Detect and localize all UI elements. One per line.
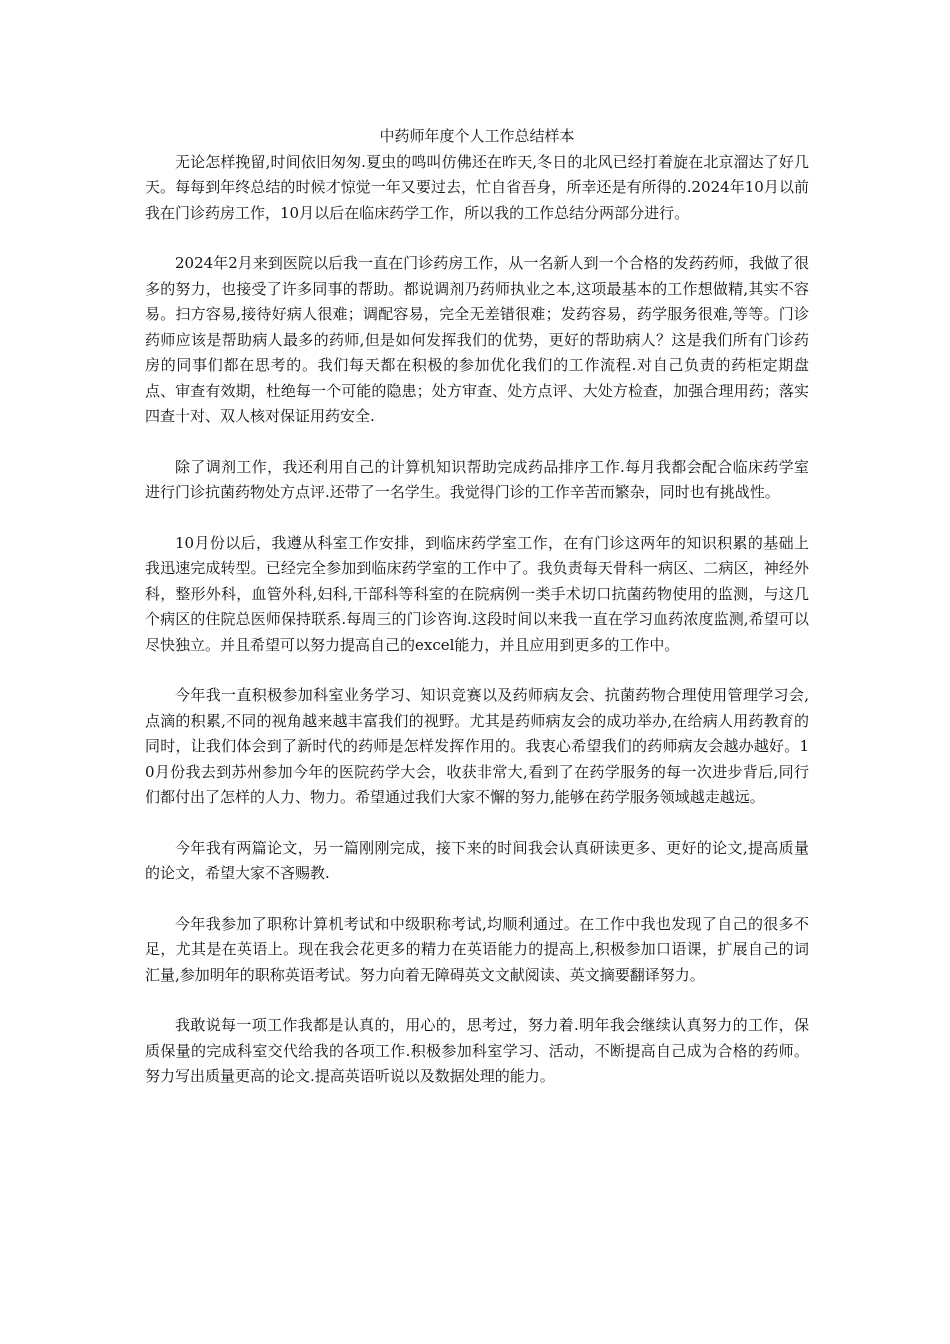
document-title: 中药师年度个人工作总结样本 — [379, 127, 575, 145]
paragraph-outpatient-pharmacy: 2024年2月来到医院以后我一直在门诊药房工作，从一名新人到一个合格的发药药师，我做了很多的努力，也接受了许多同事的帮助。都说调剂乃药师执业之本,这项最基本的工作想做精,其实不容易。扫方容易,接待好病人很难；调配容易，完全无差错很难；发药容易，药学服务很难,等等。门诊药师应该是帮助病人最多的药师,但是如何发挥我们的优势，更好的帮助病人？这是我们所有门诊药房的同事们都在思考的。我们每天都在积极的参加优化我们的工作流程.对自己负责的药柜定期盘点、审查有效期，杜绝每一个可能的隐患；处方审查、处方点评、大处方检查，加强合理用药；落实四查十对、双人核对保证用药安全. — [145, 254, 809, 425]
paragraph-other-work: 除了调剂工作，我还利用自己的计算机知识帮助完成药品排序工作.每月我都会配合临床药学室进行门诊抗菌药物处方点评.还带了一名学生。我觉得门诊的工作辛苦而繁杂，同时也有挑战性。 — [145, 457, 809, 501]
paragraph-exams: 今年我参加了职称计算机考试和中级职称考试,均顺利通过。在工作中我也发现了自己的很多不足，尤其是在英语上。现在我会花更多的精力在英语能力的提高上,积极参加口语课，扩展自己的词汇量,参加明年的职称英语考试。努力向着无障碍英文文献阅读、英文摘要翻译努力。 — [145, 914, 809, 984]
paragraph-learning-activities: 今年我一直积极参加科室业务学习、知识竞赛以及药师病友会、抗菌药物合理使用管理学习会,点滴的积累,不同的视角越来越丰富我们的视野。尤其是药师病友会的成功举办,在给病人用药教育的同时，让我们体会到了新时代的药师是怎样发挥作用的。我衷心希望我们的药师病友会越办越好。10月份我去到苏州参加今年的医院药学大会，收获非常大,看到了在药学服务的每一次进步背后,同行们都付出了怎样的人力、物力。希望通过我们大家不懈的努力,能够在药学服务领域越走越远。 — [145, 686, 809, 806]
paragraph-papers: 今年我有两篇论文，另一篇刚刚完成，接下来的时间我会认真研读更多、更好的论文,提高质量的论文，希望大家不吝赐教. — [145, 838, 809, 882]
paragraph-clinical-pharmacy: 10月份以后，我遵从科室工作安排，到临床药学室工作，在有门诊这两年的知识积累的基础上我迅速完成转型。已经完全参加到临床药学室的工作中了。我负责每天骨科一病区、二病区，神经外科，整形外科，血管外科,妇科,干部科等科室的在院病例一类手术切口抗菌药物使用的监测，与这几个病区的住院总医师保持联系.每周三的门诊咨询.这段时间以来我一直在学习血药浓度监测,希望可以尽快独立。并且希望可以努力提高自己的excel能力，并且应用到更多的工作中。 — [145, 533, 809, 654]
paragraph-intro: 无论怎样挽留,时间依旧匆匆.夏虫的鸣叫仿佛还在昨天,冬日的北风已经打着旋在北京溜达了好几天。每每到年终总结的时候才惊觉一年又要过去，忙自省吾身，所幸还是有所得的.2024年10月以前我在门诊药房工作，10月以后在临床药学工作，所以我的工作总结分两部分进行。 — [145, 152, 809, 222]
paragraph-conclusion: 我敢说每一项工作我都是认真的，用心的，思考过，努力着.明年我会继续认真努力的工作，保质保量的完成科室交代给我的各项工作.积极参加科室学习、活动，不断提高自己成为合格的药师。努力写出质量更高的论文.提高英语听说以及数据处理的能力。 — [145, 1016, 809, 1085]
document-body — [145, 124, 809, 1115]
